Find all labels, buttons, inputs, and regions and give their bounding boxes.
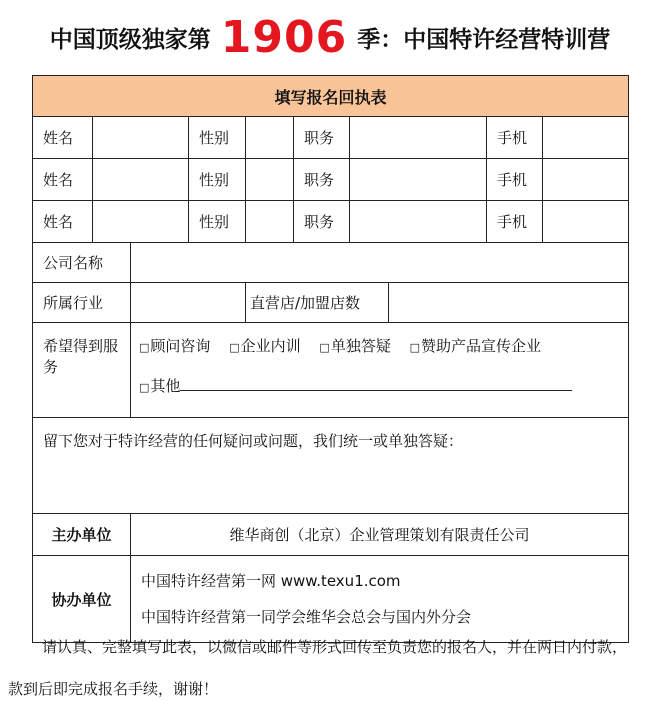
page-title [0,8,660,66]
person-row [33,159,629,201]
service-option-consulting[interactable]: □顾问咨询 [139,337,211,355]
position-field[interactable] [350,159,487,201]
phone-label: 手机 [487,159,543,201]
checkbox-icon: □ [139,381,150,394]
other-input-line[interactable] [180,378,572,391]
service-option-sponsor[interactable]: □赞助产品宣传企业 [409,337,542,355]
message-prompt[interactable]: 留下您对于特许经营的任何疑问或问题，我们统一或单独答疑： [33,418,629,514]
name-label: 姓名 [33,117,93,159]
message-row [33,418,629,514]
service-option-training[interactable]: □企业内训 [229,337,301,355]
assist-row [33,556,629,643]
footer-note: 请认真、完整填写此表，以微信或邮件等形式回传至负责您的报名人，并在两日内付款， [42,638,628,656]
host-value: 维华商创（北京）企业管理策划有限责任公司 [131,514,629,556]
gender-label: 性别 [189,201,246,243]
name-field[interactable] [93,117,189,159]
gender-field[interactable] [246,117,294,159]
title-prefix: 中国顶级独家第 [49,26,211,53]
company-row [33,243,629,283]
phone-label: 手机 [487,117,543,159]
phone-field[interactable] [543,117,629,159]
service-option-other[interactable]: □其他 [139,377,181,395]
assist-line: 中国特许经营第一同学会维华会总会与国内外分会 [141,608,472,626]
title-number: 1906 [220,11,348,63]
position-label: 职务 [294,159,350,201]
name-label: 姓名 [33,159,93,201]
checkbox-icon: □ [409,341,421,354]
name-field[interactable] [93,201,189,243]
gender-field[interactable] [246,201,294,243]
stores-field[interactable] [389,283,629,323]
gender-field[interactable] [246,159,294,201]
form-header: 填写报名回执表 [33,76,629,117]
checkbox-icon: □ [229,341,240,354]
position-label: 职务 [294,201,350,243]
phone-label: 手机 [487,201,543,243]
person-row [33,117,629,159]
company-label: 公司名称 [33,243,131,283]
assist-line: 中国特许经营第一网 www.texu1.com [141,572,401,590]
assist-label: 协办单位 [33,556,131,643]
title-suffix: 季：中国特许经营特训营 [357,26,611,53]
service-option-qa[interactable]: □单独答疑 [319,337,391,355]
person-row [33,201,629,243]
position-label: 职务 [294,117,350,159]
footer-note: 款到后即完成报名手续，谢谢！ [8,680,219,698]
service-label: 希望得到服务 [33,323,131,418]
name-label: 姓名 [33,201,93,243]
industry-row [33,283,629,323]
checkbox-icon: □ [139,341,150,354]
phone-field[interactable] [543,159,629,201]
host-label: 主办单位 [33,514,131,556]
gender-label: 性别 [189,159,246,201]
position-field[interactable] [350,201,487,243]
service-options [131,323,629,418]
phone-field[interactable] [543,201,629,243]
host-row [33,514,629,556]
industry-label: 所属行业 [33,283,131,323]
registration-form [32,75,629,643]
industry-field[interactable] [131,283,246,323]
assist-values [131,556,629,643]
service-row [33,323,629,418]
name-field[interactable] [93,159,189,201]
gender-label: 性别 [189,117,246,159]
checkbox-icon: □ [319,341,330,354]
position-field[interactable] [350,117,487,159]
company-field[interactable] [131,243,629,283]
stores-label: 直营店/加盟店数 [246,283,389,323]
